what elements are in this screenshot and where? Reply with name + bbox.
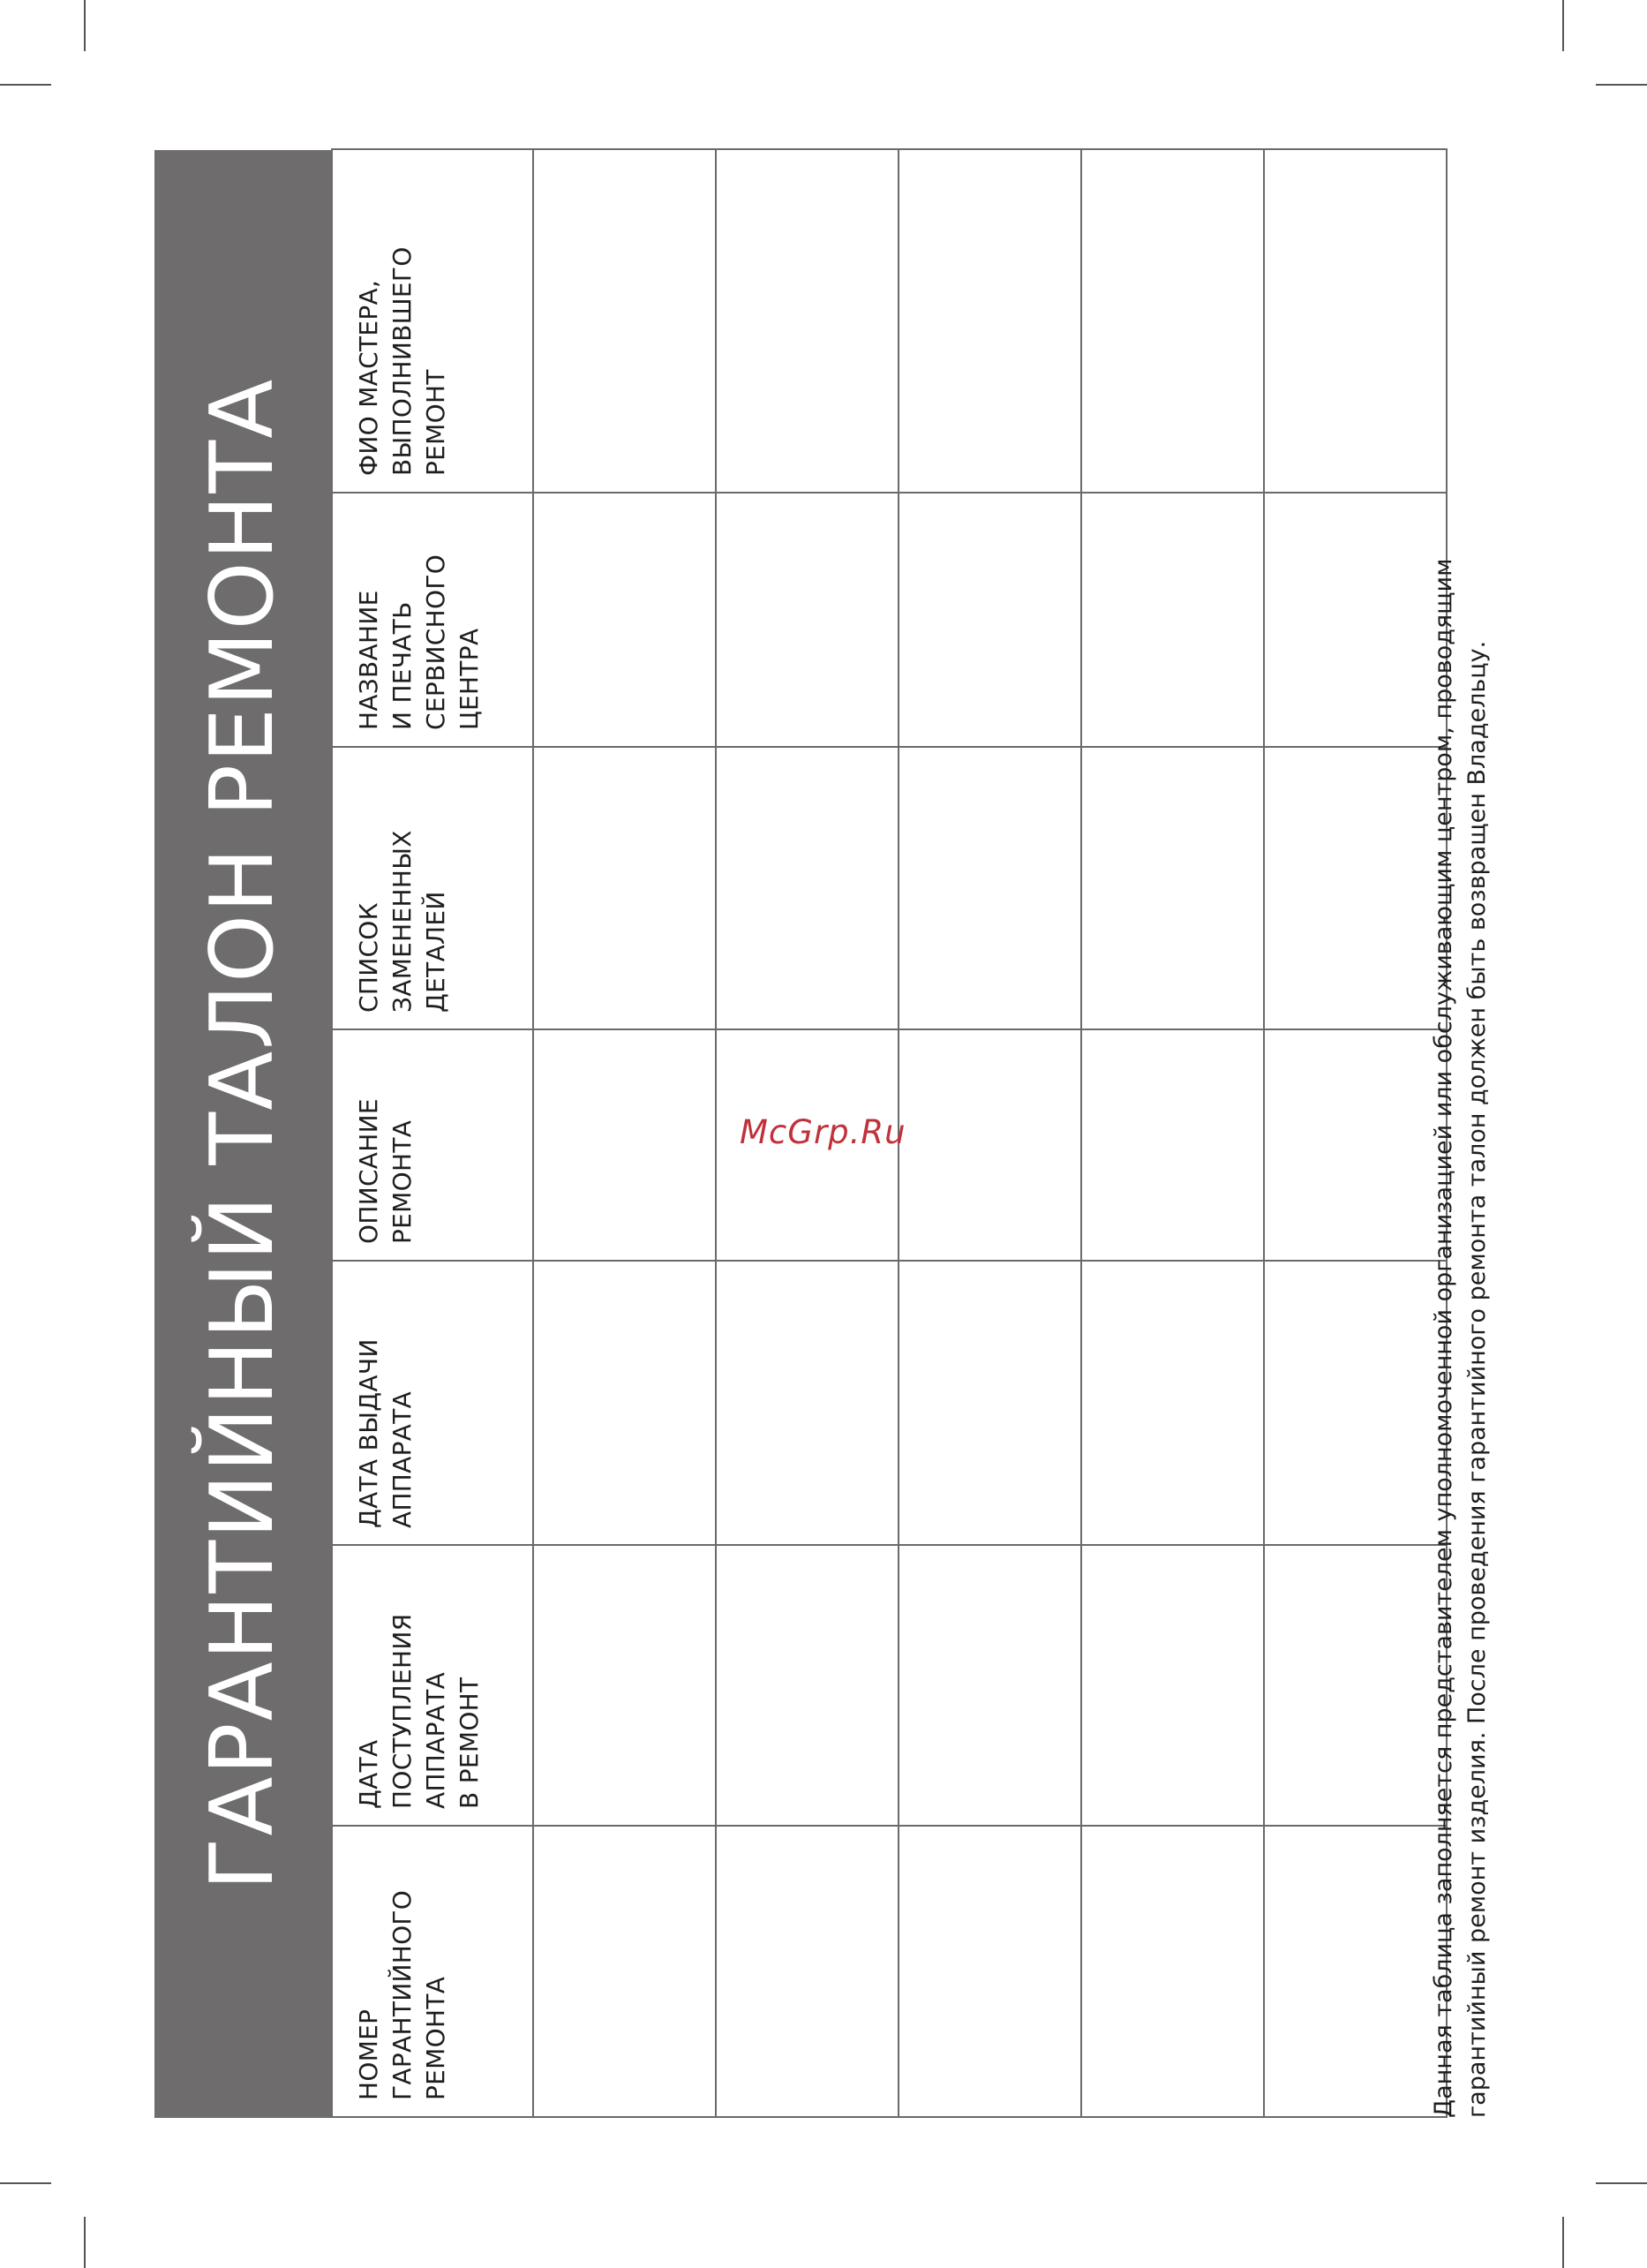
- column-header-technician: ФИО МАСТЕРА, ВЫПОЛНИВШЕГО РЕМОНТ: [332, 149, 533, 493]
- table-cell: [716, 493, 899, 747]
- table-cell: [1081, 1545, 1264, 1826]
- table-cell: [899, 1826, 1081, 2117]
- table-cell: [533, 493, 716, 747]
- table-cell: [899, 1261, 1081, 1545]
- table-cell: [1264, 1545, 1447, 1826]
- table-cell: [899, 1029, 1081, 1261]
- table-cell: [716, 149, 899, 493]
- column-header-service-center: НАЗВАНИЕ И ПЕЧАТЬ СЕРВИСНОГО ЦЕНТРА: [332, 493, 533, 747]
- title-banner: [154, 150, 331, 2118]
- crop-mark: [84, 0, 86, 51]
- table-cell: [899, 149, 1081, 493]
- table-header-row: [332, 149, 533, 2117]
- table-cell: [1081, 1826, 1264, 2117]
- table-cell: [533, 1261, 716, 1545]
- table-cell: [899, 493, 1081, 747]
- table-row: [1264, 149, 1447, 2117]
- crop-mark: [1562, 0, 1564, 51]
- table-cell: [1264, 1261, 1447, 1545]
- table-cell: [899, 1545, 1081, 1826]
- table-cell: [533, 747, 716, 1029]
- table-cell: [716, 1826, 899, 2117]
- table-cell: [1264, 747, 1447, 1029]
- table-cell: [1264, 1826, 1447, 2117]
- crop-mark: [0, 84, 51, 86]
- table-cell: [533, 149, 716, 493]
- table-cell: [1264, 1029, 1447, 1261]
- page-title: ГАРАНТИЙНЫЙ ТАЛОН РЕМОНТА: [192, 377, 293, 1891]
- footnote: Данная таблица заполняется представителем уполномоченной организацией или обслуживающим центром, проводящим гарантийный ремонт изделия. После проведения гарантийного ремонта талон должен быть возвращен Владельцу.: [1430, 558, 1491, 2118]
- table-cell: [716, 1261, 899, 1545]
- table-cell: [716, 747, 899, 1029]
- watermark-text: McGrp.Ru: [740, 1113, 906, 1151]
- crop-mark: [1596, 2182, 1647, 2184]
- table-row: [533, 149, 716, 2117]
- column-header-repair-number: НОМЕР ГАРАНТИЙНОГО РЕМОНТА: [332, 1826, 533, 2117]
- table-cell: [1081, 493, 1264, 747]
- table-cell: [899, 747, 1081, 1029]
- column-header-repair-description: ОПИСАНИЕ РЕМОНТА: [332, 1029, 533, 1261]
- column-header-intake-date: ДАТА ПОСТУПЛЕНИЯ АППАРАТА В РЕМОНТ: [332, 1545, 533, 1826]
- column-header-return-date: ДАТА ВЫДАЧИ АППАРАТА: [332, 1261, 533, 1545]
- table-cell: [533, 1545, 716, 1826]
- table-cell: [1081, 149, 1264, 493]
- table-row: [1081, 149, 1264, 2117]
- table-cell: [1081, 1029, 1264, 1261]
- table-row: [899, 149, 1081, 2117]
- column-header-replaced-parts: СПИСОК ЗАМЕНЕННЫХ ДЕТАЛЕЙ: [332, 747, 533, 1029]
- table-cell: [533, 1029, 716, 1261]
- crop-mark: [1596, 84, 1647, 86]
- crop-mark: [84, 2217, 86, 2268]
- table-cell: [1081, 1261, 1264, 1545]
- table-cell: [1081, 747, 1264, 1029]
- table-cell: [716, 1545, 899, 1826]
- crop-mark: [0, 2182, 51, 2184]
- table-cell: [1264, 149, 1447, 493]
- table-cell: [1264, 493, 1447, 747]
- crop-mark: [1562, 2217, 1564, 2268]
- table-cell: [533, 1826, 716, 2117]
